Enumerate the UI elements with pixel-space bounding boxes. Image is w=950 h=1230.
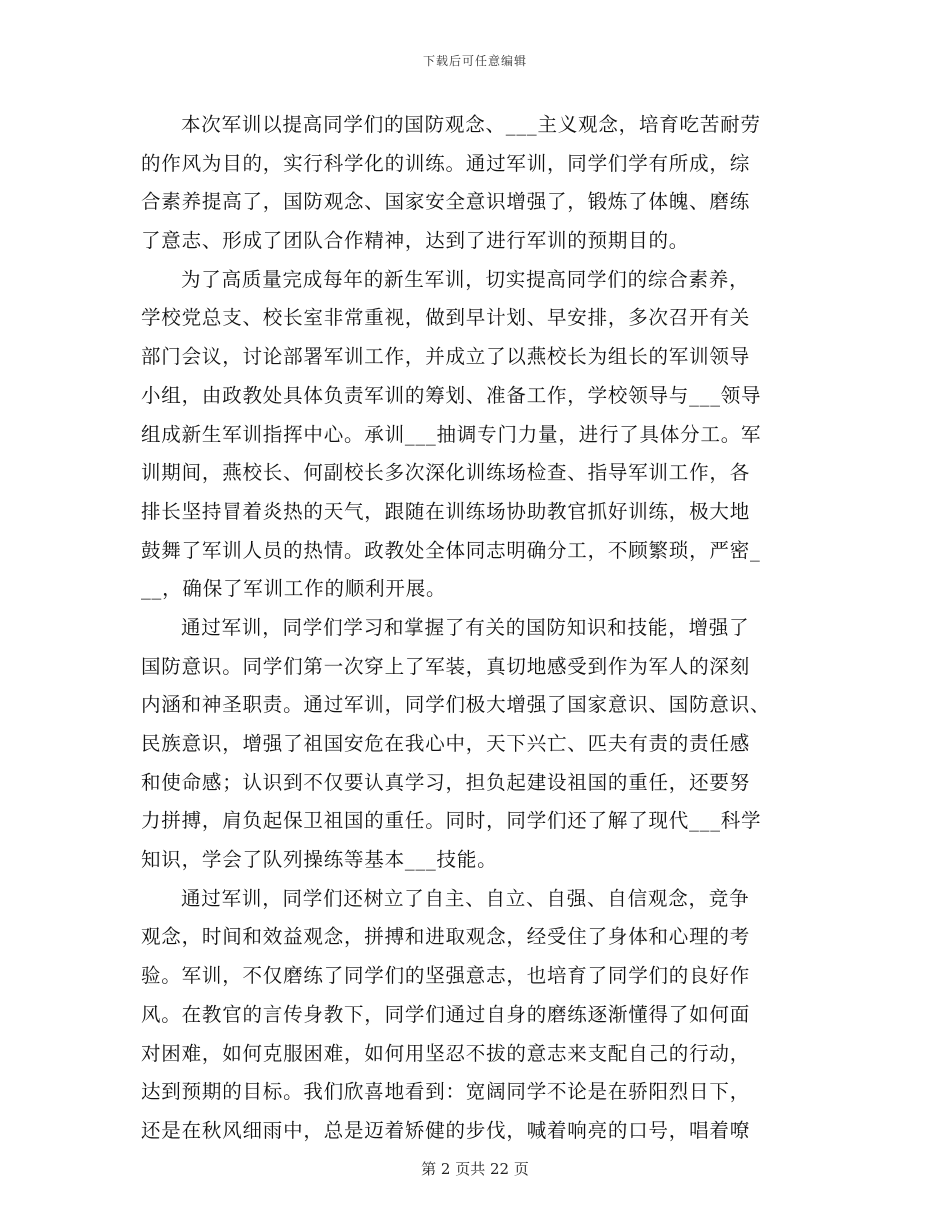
- text-line: 民族意识，增强了祖国安危在我心中，天下兴亡、匹夫有责的责任感: [141, 732, 751, 755]
- text-line: 通过军训，同学们学习和掌握了有关的国防知识和技能，增强了: [181, 615, 750, 639]
- text-line: 知识，学会了队列操练等基本___技能。: [141, 848, 498, 872]
- text-line: 训期间，燕校长、何副校长多次深化训练场检查、指导军训工作，各: [141, 461, 751, 485]
- page-footer: 第 2 页共 22 页: [421, 1160, 529, 1178]
- text-line: 鼓舞了军训人员的热情。政教处全体同志明确分工，不顾繁琐，严密_: [141, 538, 761, 562]
- text-line: 合素养提高了，国防观念、国家安全意识增强了，锻炼了体魄、磨练: [141, 190, 751, 214]
- text-line: 组成新生军训指挥中心。承训___抽调专门力量，进行了具体分工。军: [141, 422, 762, 446]
- text-line: 了意志、形成了团队合作精神，达到了进行军训的预期目的。: [141, 229, 690, 253]
- text-line: 小组，由政教处具体负责军训的筹划、准备工作，学校领导与___领导: [141, 383, 762, 407]
- text-line: 内涵和神圣职责。通过军训，同学们极大增强了国家意识、国防意识、: [141, 693, 771, 717]
- document-body: [141, 106, 811, 1151]
- text-line: 风。在教官的言传身教下，同学们通过自身的磨练逐渐懂得了如何面: [141, 1002, 751, 1026]
- text-line: 本次军训以提高同学们的国防观念、___主义观念，培育吃苦耐劳: [181, 113, 761, 136]
- text-line: 排长坚持冒着炎热的天气，跟随在训练场协助教官抓好训练，极大地: [141, 499, 751, 523]
- text-line: 国防意识。同学们第一次穿上了军装，真切地感受到作为军人的深刻: [141, 654, 751, 678]
- text-line: 观念，时间和效益观念，拼搏和进取观念，经受住了身体和心理的考: [141, 925, 751, 949]
- text-line: 部门会议，讨论部署军训工作，并成立了以燕校长为组长的军训领导: [141, 345, 751, 369]
- text-line: 还是在秋风细雨中，总是迈着矫健的步伐，喊着响亮的口号，唱着嘹: [141, 1118, 751, 1142]
- text-line: 达到预期的目标。我们欣喜地看到：宽阔同学不论是在骄阳烈日下，: [141, 1080, 751, 1104]
- text-line: 的作风为目的，实行科学化的训练。通过军训，同学们学有所成，综: [141, 151, 751, 175]
- text-line: 通过军训，同学们还树立了自主、自立、自强、自信观念，竞争: [181, 886, 750, 910]
- text-line: 力拼搏，肩负起保卫祖国的重任。同时，同学们还了解了现代___科学: [141, 809, 762, 833]
- text-line: 为了高质量完成每年的新生军训，切实提高同学们的综合素养，: [181, 267, 750, 291]
- text-line: 验。军训，不仅磨练了同学们的坚强意志，也培育了同学们的良好作: [141, 964, 751, 988]
- text-line: 对困难，如何克服困难，如何用坚忍不拔的意志来支配自己的行动，: [141, 1041, 751, 1065]
- text-line: __，确保了军训工作的顺利开展。: [141, 577, 447, 601]
- text-line: 学校党总支、校长室非常重视，做到早计划、早安排，多次召开有关: [141, 306, 751, 330]
- page-header: 下载后可任意编辑: [422, 54, 527, 68]
- text-line: 和使命感；认识到不仅要认真学习，担负起建设祖国的重任，还要努: [141, 770, 751, 794]
